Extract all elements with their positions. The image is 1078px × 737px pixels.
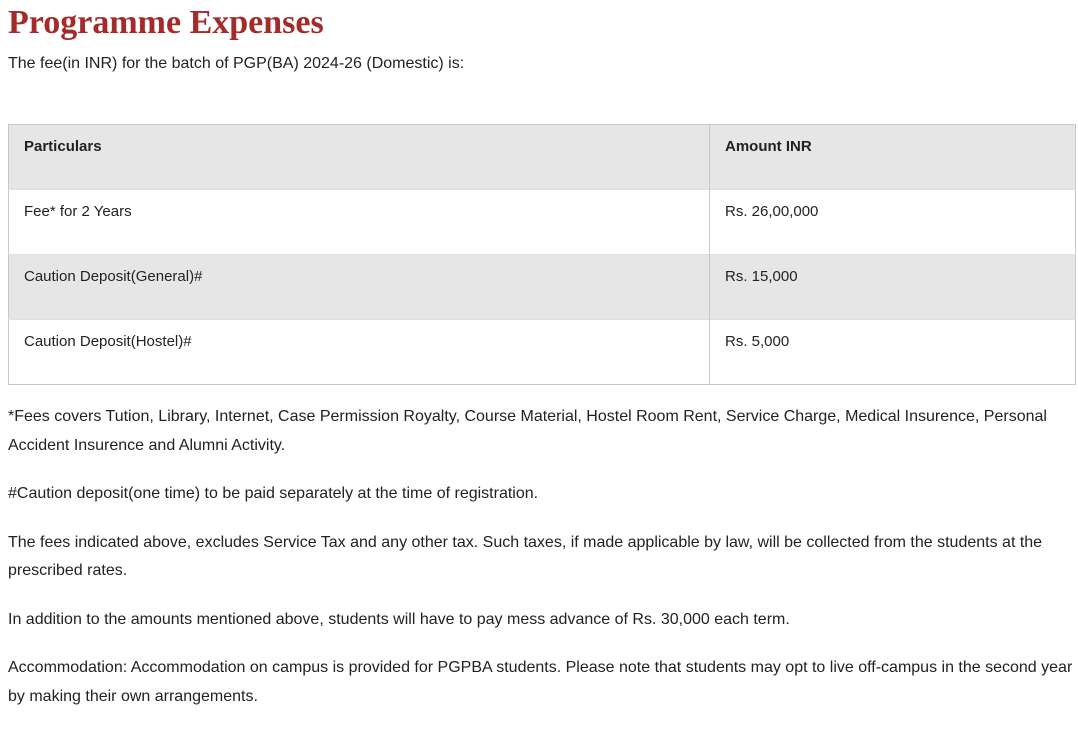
table-row bbox=[9, 255, 1076, 320]
accommodation-note: Accommodation: Accommodation on campus is provided for PGPBA students. Please note that students may opt to live off-campus in the second year by making their own arrangements. bbox=[8, 659, 1073, 705]
fees-coverage-note: *Fees covers Tution, Library, Internet, Case Permission Royalty, Course Material, Hostel Room Rent, Service Charge, Medical Insurence, Personal Accident Insurence and Alumni Activity. bbox=[8, 408, 1047, 454]
intro-text: The fee(in INR) for the batch of PGP(BA) 2024-26 (Domestic) is: bbox=[8, 55, 465, 72]
mess-advance-note: In addition to the amounts mentioned above, students will have to pay mess advance of Rs. 30,000 each term. bbox=[8, 610, 790, 628]
tax-note: The fees indicated above, excludes Service Tax and any other tax. Such taxes, if made applicable by law, will be collected from the students at the prescribed rates. bbox=[8, 533, 1043, 579]
row-particular: Caution Deposit(General)# bbox=[9, 255, 710, 320]
header-particulars: Particulars bbox=[9, 125, 710, 190]
fee-table bbox=[8, 124, 1076, 385]
row-amount: Rs. 5,000 bbox=[710, 320, 1076, 385]
notes-section bbox=[8, 403, 1076, 731]
row-amount: Rs. 15,000 bbox=[710, 255, 1076, 320]
header-amount: Amount INR bbox=[725, 138, 812, 155]
page-title: Programme Expenses bbox=[8, 4, 324, 41]
row-particular: Fee* for 2 Years bbox=[9, 190, 710, 255]
table-row bbox=[9, 320, 1076, 385]
row-amount: Rs. 26,00,000 bbox=[710, 190, 1076, 255]
table-row bbox=[9, 190, 1076, 255]
caution-deposit-note: #Caution deposit(one time) to be paid separately at the time of registration. bbox=[8, 485, 539, 502]
table-header-row bbox=[9, 125, 1076, 190]
content-area bbox=[8, 0, 1076, 705]
row-particular: Caution Deposit(Hostel)# bbox=[9, 320, 710, 385]
